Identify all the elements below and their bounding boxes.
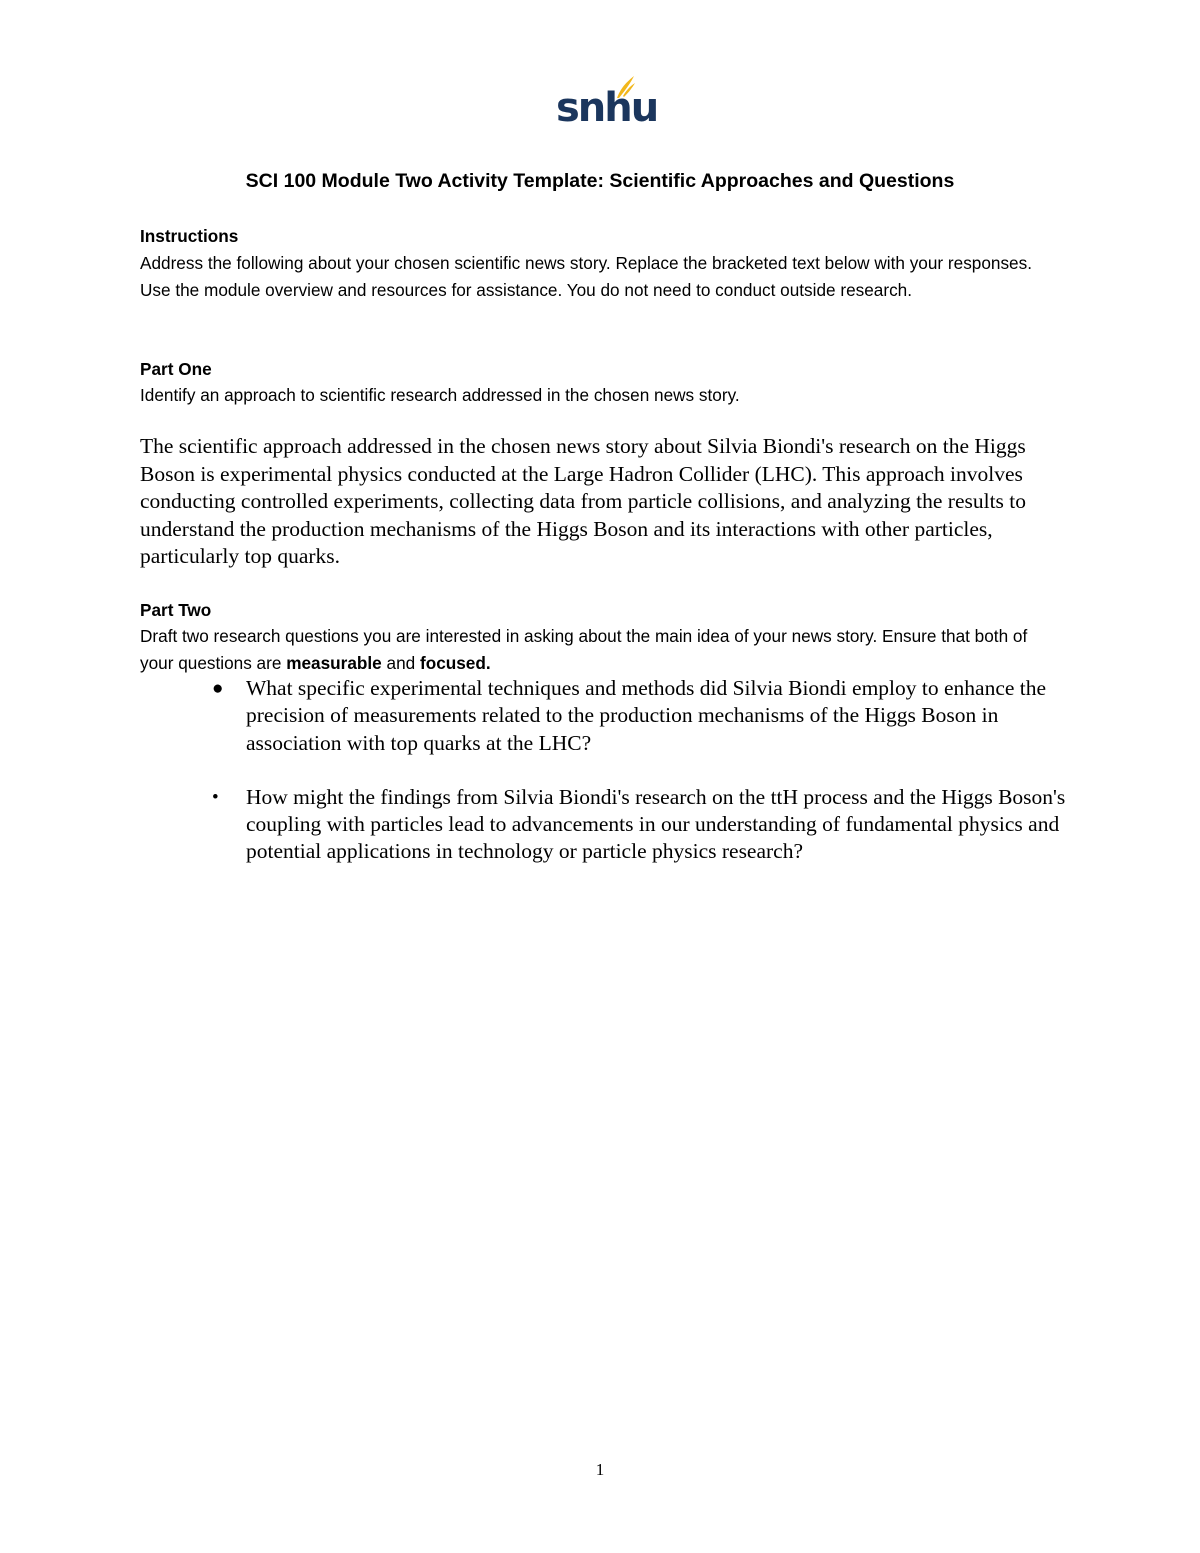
instructions-body: Address the following about your chosen scientific news story. Replace the bracketed text below with your responses. Use the module overview and resources for assistance. You do not need to conduct outside research. — [140, 253, 1032, 300]
prompt-text: Draft two research questions you are interested in asking about the main idea of your news story. Ensure that both of your questions are — [140, 626, 1028, 673]
document-title: SCI 100 Module Two Activity Template: Scientific Approaches and Questions — [245, 170, 955, 192]
part-two-heading: Part Two — [140, 600, 212, 620]
research-questions-list — [212, 675, 1066, 893]
list-item — [212, 675, 1066, 757]
research-question-1: What specific experimental techniques and methods did Silvia Biondi employ to enhance the precision of measurements related to the production mechanisms of the Higgs Boson in association with top quarks at the LHC? — [246, 676, 1047, 755]
prompt-period: . — [485, 652, 491, 673]
list-item — [212, 784, 1066, 866]
bullet-icon: • — [212, 786, 219, 808]
logo-wordmark: snhu — [556, 85, 658, 131]
research-question-2: How might the findings from Silvia Biondi's research on the ttH process and the Higgs Boson's coupling with particles lead to advancements in our understanding of fundamental physics and potential applications in technology or particle physics research? — [246, 784, 1066, 864]
part-one-prompt: Identify an approach to scientific research addressed in the chosen news story. — [140, 385, 740, 405]
part-one-response: The scientific approach addressed in the chosen news story about Silvia Biondi's research on the Higgs Boson is experimental physics conducted at the Large Hadron Collider (LHC). This approach involves conducting controlled experiments, collecting data from particle collisions, and analyzing the results to understand the production mechanisms of the Higgs Boson and its interactions with other particles, particularly top quarks. — [140, 434, 1027, 568]
prompt-measurable: measurable — [286, 652, 382, 673]
part-two-prompt — [140, 623, 1065, 676]
prompt-focused: focused — [419, 652, 486, 673]
page-number: 1 — [595, 1460, 605, 1479]
part-one-heading: Part One — [140, 359, 212, 379]
prompt-and: and — [381, 652, 420, 673]
snhu-logo — [556, 74, 658, 134]
bullet-icon: ● — [212, 678, 224, 699]
instructions-heading: Instructions — [140, 226, 239, 246]
